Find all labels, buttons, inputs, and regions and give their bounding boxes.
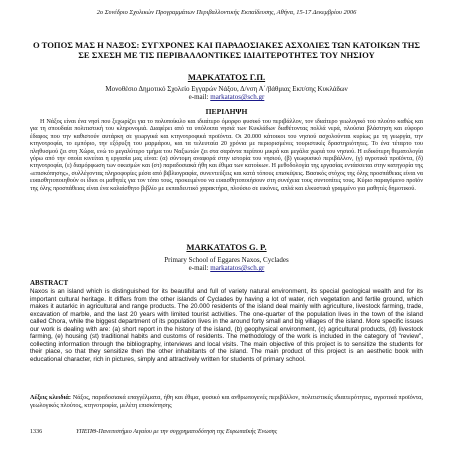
paper-title-greek: Ο ΤΟΠΟΣ ΜΑΣ Η ΝΑΞΟΣ: ΣΥΓΧΡΟΝΕΣ ΚΑΙ ΠΑΡΑΔΟΣΙΑΚΕΣ ΑΣΧΟΛΙΕΣ ΤΩΝ ΚΑΤΟΙΚΩΝ ΤΗΣ ΣΕ ΣΧΕΣΗ ΜΕ ΤΙΣ ΠΕΡΙΒΑΛΛΟΝΤΙΚΕΣ ΙΔΙΑΙΤΕΡΟΤΗΤΕΣ ΤΟΥ ΝΗΣΙΟΥ bbox=[32, 40, 421, 60]
running-header: 2ο Συνέδριο Σχολικών Προγραμμάτων Περιβαλλοντικής Εκπαίδευσης, Αθήνα, 15-17 Δεκεμβρίου 2006 bbox=[96, 9, 357, 16]
email-line-greek bbox=[0, 93, 453, 101]
author-name-english: MARKATATOS G. P. bbox=[186, 242, 267, 252]
email-line-english bbox=[0, 264, 453, 272]
page-number: 1336 bbox=[30, 429, 43, 435]
email-link[interactable]: markatatos@sch.gr bbox=[210, 93, 265, 102]
summary-greek bbox=[30, 118, 423, 192]
email-label: e-mail: bbox=[188, 264, 209, 273]
affiliation-greek bbox=[0, 85, 453, 101]
keywords bbox=[30, 394, 423, 409]
footer-text: ΥΠΕΠΘ-Πανεπιστήμιο Αιγαίου με την συγχρηματοδότηση της Ευρωπαϊκής Ένωσης bbox=[76, 429, 278, 435]
summary-heading: ΠΕΡΙΛΗΨΗ bbox=[205, 107, 248, 116]
keywords-text: Νάξος, παραδοσιακά επαγγέλματα, ήθη και έθιμα, φυσικό και ανθρωπογενές περιβάλλον, πολιτιστικές ιδιαιτερότητες, αγροτικά προϊόντα, γεωλογικός πλούτος, κτηνοτροφία, μελέτη επισκόπησης bbox=[30, 394, 424, 409]
abstract-heading: ABSTRACT bbox=[30, 279, 69, 287]
author-name-greek: ΜΑΡΚΑΤΑΤΟΣ Γ.Π. bbox=[187, 72, 266, 82]
affiliation-english-text: Primary School of Eggares Naxos, Cyclades bbox=[164, 256, 289, 264]
abstract-english: Naxos is an island which is distinguished for its beautiful and full of variety natural environment, its special geological wealth and for its important cultural heritage. It differs from the other islands of Cyclades by having a lot of water, rich vegetation and fertile ground, which makes it autarkic in agricultural and range products. The 20.000 residents of the island deal mainly with agriculture, livestock farming, trade, excavation of marble, and the last 20 years with limited tourist activities. The one-quarter of the population lives in the town of the island called Chora, while the biggest department of its population lives in the around forty small and big villages of the island. More specific issues our work is dealing with are: (a) short report in the history of the island, (b) geophysical environment, (c) agricultural products, (d) livestock farming, (e) housing (st) traditional habits and customs of residents. The methodology of the work is included in the category of "review", collecting information through the bibliography, interviews and local visits. The main objective of this project is to sensitize the students for their place, so that they sensitize then the other inhabitants of the island. The main product of this project is an aesthetic book with educational character, rich in pictures, simply and attractively written for students of primary school. bbox=[30, 288, 423, 363]
email-link[interactable]: markatatos@sch.gr bbox=[210, 264, 265, 273]
summary-greek-text: Η Νάξος είναι ένα νησί που ξεχωρίζει για το πολυποίκιλο και ιδιαίτερο όμορφο φυσικό του περιβάλλον, τον ιδιαίτερο γεωλογικό του πλούτο καθώς και για τη σπουδαία πολιτιστική του κληρονομιά. Διαφέρει από τα υπόλοιπα νησιά των Κυκλάδων διαθέτοντας πολλά νερά, πλούσια βλάστηση και εύφορο έδαφος που την καθιστούν αυτάρκη σε γεωργικά και κτηνοτροφικά προϊόντα. Οι 20.000 κάτοικοι του νησιού ασχολούνται κυρίως με τη γεωργία, την κτηνοτροφία, το εμπόριο, την εξόρυξη του μαρμάρου, και τα τελευταία 20 χρόνια με περιορισμένες τουριστικές δραστηριότητες. Το ένα τέταρτο του πληθυσμού ζει στη Χώρα, ενώ το μεγαλύτερο τμήμα του Ναξιωτών ζει στα σαράντα περίπου μικρά και μεγάλα χωριά του νησιού. Η ειδικότερη θεματολογία γύρω από την οποία κινείται η εργασία μας είναι: (α) σύντομη αναφορά στην ιστορία του νησιού, (β) γεωφυσικό περιβάλλον, (γ) αγροτικά προϊόντα, (δ) κτηνοτροφία, (ε) διαμόρφωση των οικισμών και (στ) παραδοσιακά ήθη και έθιμα των κατοίκων. Η μεθοδολογία της εργασίας εντάσσεται στην κατηγορία της «επισκόπησης», συλλέγοντας πληροφορίες μέσα από βιβλιογραφία, συνεντεύξεις και κατά τόπους επισκέψεις. Βασικός στόχος της όλης προσπάθειας είναι να ευαισθητοποιηθούν οι ίδιοι οι μαθητές για τον τόπο τους, προκειμένου να ευαισθητοποιήσουν στη συνέχεια τους συντοπίτες τους. Κύριο παραγόμενο προϊόν της όλης προσπάθειας είναι ένα καλαίσθητο βιβλίο με εκπαιδευτικό χαρακτήρα, πλούσιο σε εικόνες, απλά και ελκυστικά γραμμένο για μαθητές δημοτικού. bbox=[30, 118, 423, 192]
affiliation-greek-text: Μονοθέσιο Δημοτικό Σχολείο Εγγαρών Νάξου, Δ/νση Α΄/βάθμιας Εκπ/σης Κυκλάδων bbox=[105, 85, 348, 93]
email-label: e-mail: bbox=[188, 93, 209, 102]
keywords-label: Λέξεις κλειδιά: bbox=[30, 394, 72, 401]
affiliation-english bbox=[0, 256, 453, 272]
